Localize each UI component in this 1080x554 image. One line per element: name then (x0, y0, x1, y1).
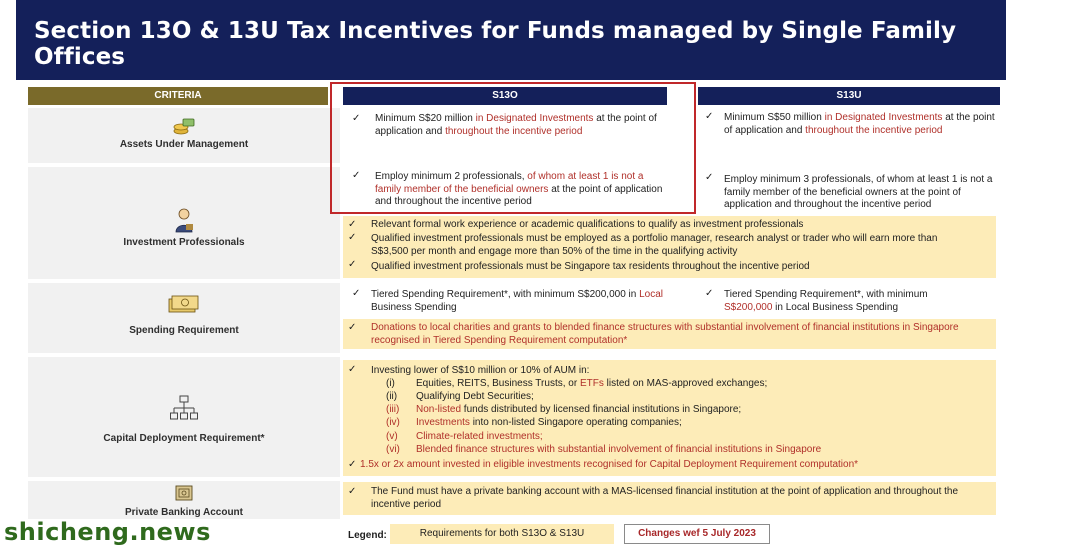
check-icon: ✓ (352, 288, 361, 299)
professionals-both-1: Relevant formal work experience or academic qualifications to qualify as investment professionals (371, 219, 804, 230)
criteria-banking (28, 481, 340, 519)
spending-both-text: Donations to local charities and grants to blended finance structures with substantial involvement of financial institutions in Singapore recognised in Tiered Spending Requirement computation* (371, 322, 959, 346)
capital-item-3: (iii) Non-listed funds distributed by licensed financial institutions in Singapore; (386, 404, 742, 415)
capital-item-1: (i) Equities, REITS, Business Trusts, or ETFs listed on MAS-approved exchanges; (386, 378, 768, 389)
money-stack-icon (173, 116, 195, 136)
criteria-professionals (28, 167, 340, 279)
legend-both-swatch: Requirements for both S13O & S13U (390, 524, 614, 544)
page-title: Section 13O & 13U Tax Incentives for Funds managed by Single Family Offices (34, 18, 957, 70)
check-icon: ✓ (348, 259, 357, 270)
s13o-header: S13O (343, 87, 667, 105)
legend-changes-swatch: Changes wef 5 July 2023 (624, 524, 770, 544)
s13u-professionals-text: Employ minimum 3 professionals, of whom at least 1 is not a family member of the beneficial owners at the point of application and throughout the incentive period (724, 174, 993, 210)
org-chart-icon (170, 395, 198, 423)
s13o-changes-highlight (330, 82, 696, 214)
criteria-aum (28, 108, 340, 163)
check-icon: ✓ (352, 170, 361, 181)
check-icon: ✓ (348, 322, 357, 333)
capital-item-2: (ii) Qualifying Debt Securities; (386, 391, 534, 402)
safe-icon (175, 485, 193, 501)
criteria-aum-label: Assets Under Management (119, 139, 249, 150)
s13u-spending-text: Tiered Spending Requirement*, with minimum S$200,000 in Local Business Spending (724, 289, 928, 313)
criteria-banking-label: Private Banking Account (125, 507, 243, 518)
s13o-aum-text: Minimum S$20 million in Designated Investments at the point of application and throughout the incentive period (375, 113, 657, 137)
watermark-text: shicheng.news (4, 518, 211, 546)
check-icon: ✓ (705, 288, 714, 299)
check-icon: ✓ (348, 232, 357, 243)
capital-last: 1.5x or 2x amount invested in eligible investments recognised for Capital Deployment Requirement computation* (360, 459, 859, 470)
s13o-spending-text: Tiered Spending Requirement*, with minimum S$200,000 in Local Business Spending (371, 289, 664, 313)
cash-icon (168, 295, 200, 315)
legend-label: Legend: (348, 530, 387, 541)
capital-item-6: (vi) Blended finance structures with substantial involvement of financial institutions in Singapore (386, 444, 822, 455)
check-icon: ✓ (348, 364, 357, 375)
s13u-header: S13U (698, 87, 1000, 105)
capital-item-4: (iv) Investments into non-listed Singapore operating companies; (386, 417, 682, 428)
person-icon (174, 207, 194, 233)
criteria-spending (28, 283, 340, 353)
capital-item-5: (v) Climate-related investments; (386, 431, 543, 442)
s13o-professionals-text: Employ minimum 2 professionals, of whom at least 1 is not a family member of the beneficial owners at the point of application and throughout the incentive period (375, 171, 663, 207)
title-banner (16, 0, 1006, 80)
professionals-both-2: Qualified investment professionals must be employed as a portfolio manager, research analyst or trader who will earn more than S$3,500 per month and engage more than 50% of the time in the qualifying activity (371, 233, 938, 257)
check-icon: ✓ (352, 113, 361, 124)
criteria-capital (28, 357, 340, 477)
check-icon: ✓ (348, 219, 357, 230)
criteria-professionals-label: Investment Professionals (123, 237, 245, 248)
check-icon: ✓ (348, 486, 357, 497)
criteria-header: CRITERIA (28, 87, 328, 105)
criteria-capital-label: Capital Deployment Requirement* (103, 433, 265, 444)
capital-intro: Investing lower of S$10 million or 10% of AUM in: (371, 365, 590, 376)
check-icon: ✓ (348, 459, 357, 470)
check-icon: ✓ (705, 111, 714, 122)
criteria-spending-label: Spending Requirement (129, 325, 239, 336)
s13u-aum-text: Minimum S$50 million in Designated Investments at the point of application and throughout the incentive period (724, 112, 995, 136)
banking-both-text: The Fund must have a private banking account with a MAS-licensed financial institution at the point of application and throughout the incentive period (371, 486, 959, 510)
check-icon: ✓ (705, 172, 714, 183)
professionals-both-3: Qualified investment professionals must be Singapore tax residents throughout the incentive period (371, 261, 810, 272)
